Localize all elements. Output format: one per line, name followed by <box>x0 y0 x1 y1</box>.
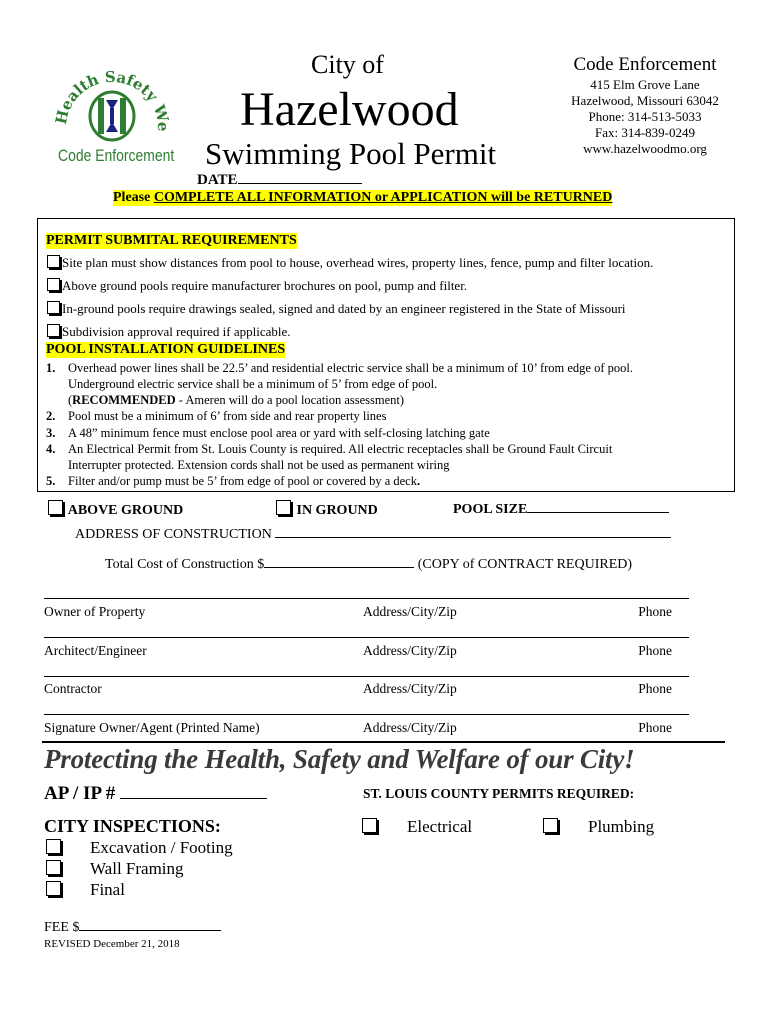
requirement-item: In-ground pools require drawings sealed, signed and dated by an engineer registered in the State of Missouri <box>47 301 626 317</box>
revision-date: REVISED December 21, 2018 <box>44 938 180 950</box>
guideline-item-2: 2. Pool must be a minimum of 6’ from side and rear property lines <box>46 409 387 423</box>
notice-text: COMPLETE ALL INFORMATION or APPLICATION will be RETURNED <box>153 190 613 205</box>
city-of-label: City of <box>311 50 384 79</box>
signature-line[interactable] <box>44 637 689 638</box>
signature-address-label: Address/City/Zip <box>363 720 457 735</box>
checkbox[interactable] <box>47 301 60 314</box>
construction-cost-field[interactable] <box>105 557 632 573</box>
in-ground-checkbox[interactable] <box>276 500 291 515</box>
guideline-item-4: 4. An Electrical Permit from St. Louis County is required. All electric receptacles shall be Ground Fault Circuit <box>46 442 613 456</box>
guideline-item-4-line2: Interrupter protected. Extension cords shall not be used as permanent wiring <box>68 458 450 472</box>
owner-label: Owner of Property <box>44 604 146 619</box>
department-info <box>545 54 745 157</box>
department-address1: 415 Elm Grove Lane <box>590 77 700 92</box>
inspection-final[interactable]: Final <box>46 880 125 900</box>
ap-ip-field[interactable] <box>44 783 267 805</box>
logo-arc-text: Health Safety We <box>51 67 173 132</box>
department-website: www.hazelwoodmo.org <box>583 141 707 156</box>
owner-phone-label: Phone <box>638 604 672 619</box>
completion-notice <box>113 190 612 206</box>
svg-text:Health Safety Welfare <box>42 50 172 132</box>
architect-address-label: Address/City/Zip <box>363 643 457 658</box>
signature-owner-label: Signature Owner/Agent (Printed Name) <box>44 720 260 735</box>
guidelines-heading: POOL INSTALLATION GUIDELINES <box>46 342 286 357</box>
inspection-excavation[interactable]: Excavation / Footing <box>46 838 233 858</box>
city-name: Hazelwood <box>240 83 459 136</box>
construction-address-field[interactable] <box>75 527 671 543</box>
guideline-item-1-line2: Underground electric service shall be a minimum of 5’ from edge of pool. <box>68 377 438 391</box>
in-ground-option[interactable]: IN GROUND <box>276 500 378 519</box>
checkbox[interactable] <box>46 860 61 875</box>
department-name: Code Enforcement <box>573 54 717 75</box>
above-ground-checkbox[interactable] <box>48 500 63 515</box>
requirement-item: Above ground pools require manufacturer brochures on pool, pump and filter. <box>47 278 467 294</box>
slogan: Protecting the Health, Safety and Welfare of our City! <box>44 744 635 774</box>
form-title: Swimming Pool Permit <box>205 136 497 171</box>
contractor-address-label: Address/City/Zip <box>363 681 457 696</box>
fee-field[interactable] <box>44 920 221 936</box>
county-electrical[interactable]: Electrical <box>362 817 472 837</box>
guideline-item-5: 5. Filter and/or pump must be 5’ from edge of pool or covered by a deck. <box>46 474 421 488</box>
inspections-heading: CITY INSPECTIONS: <box>44 816 221 836</box>
checkbox[interactable] <box>47 278 60 291</box>
guideline-item-1-line3: (RECOMMENDED - Ameren will do a pool location assessment) <box>68 393 405 407</box>
county-permits-heading: ST. LOUIS COUNTY PERMITS REQUIRED: <box>363 786 635 801</box>
requirement-item: Subdivision approval required if applicable. <box>47 324 291 340</box>
checkbox[interactable] <box>47 324 60 337</box>
signature-line[interactable] <box>44 714 689 715</box>
contract-note: (COPY of CONTRACT REQUIRED) <box>417 557 633 572</box>
county-plumbing[interactable]: Plumbing <box>543 817 654 837</box>
logo-caption: Code Enforcement <box>58 146 175 165</box>
notice-prefix: Please <box>113 190 154 205</box>
date-field[interactable] <box>197 172 362 189</box>
requirements-heading: PERMIT SUBMITAL REQUIREMENTS <box>46 233 297 248</box>
above-ground-option[interactable]: ABOVE GROUND <box>48 500 183 519</box>
pool-size-field[interactable] <box>453 502 669 518</box>
guideline-item-3: 3. A 48” minimum fence must enclose pool area or yard with self-closing latching gate <box>46 426 490 440</box>
city-logo <box>42 50 182 170</box>
checkbox[interactable] <box>362 818 377 833</box>
ap-ip-label: AP / IP # <box>44 783 116 804</box>
pool-size-label: POOL SIZE <box>453 502 528 517</box>
signature-line[interactable] <box>44 598 689 599</box>
fee-label: FEE $ <box>44 920 80 935</box>
checkbox[interactable] <box>47 255 60 268</box>
owner-address-label: Address/City/Zip <box>363 604 457 619</box>
contractor-label: Contractor <box>44 681 102 696</box>
signature-line[interactable] <box>44 676 689 677</box>
requirement-item: Site plan must show distances from pool to house, overhead wires, property lines, fence, pump and filter location. <box>47 255 653 271</box>
date-label: DATE <box>197 172 238 188</box>
checkbox[interactable] <box>46 881 61 896</box>
construction-address-label: ADDRESS OF CONSTRUCTION <box>75 527 272 542</box>
contractor-phone-label: Phone <box>638 681 672 696</box>
department-fax: Fax: 314-839-0249 <box>594 125 696 140</box>
architect-phone-label: Phone <box>638 643 672 658</box>
department-phone: Phone: 314-513-5033 <box>588 109 702 124</box>
checkbox[interactable] <box>543 818 558 833</box>
checkbox[interactable] <box>46 839 61 854</box>
architect-label: Architect/Engineer <box>44 643 147 658</box>
divider <box>42 741 725 743</box>
construction-cost-label: Total Cost of Construction $ <box>105 557 265 572</box>
inspection-wall-framing[interactable]: Wall Framing <box>46 859 184 879</box>
signature-phone-label: Phone <box>638 720 672 735</box>
department-address2: Hazelwood, Missouri 63042 <box>571 93 719 108</box>
guideline-item-1: 1. Overhead power lines shall be 22.5’ and residential electric service shall be a minimum of 10’ from edge of pool. <box>46 361 633 375</box>
